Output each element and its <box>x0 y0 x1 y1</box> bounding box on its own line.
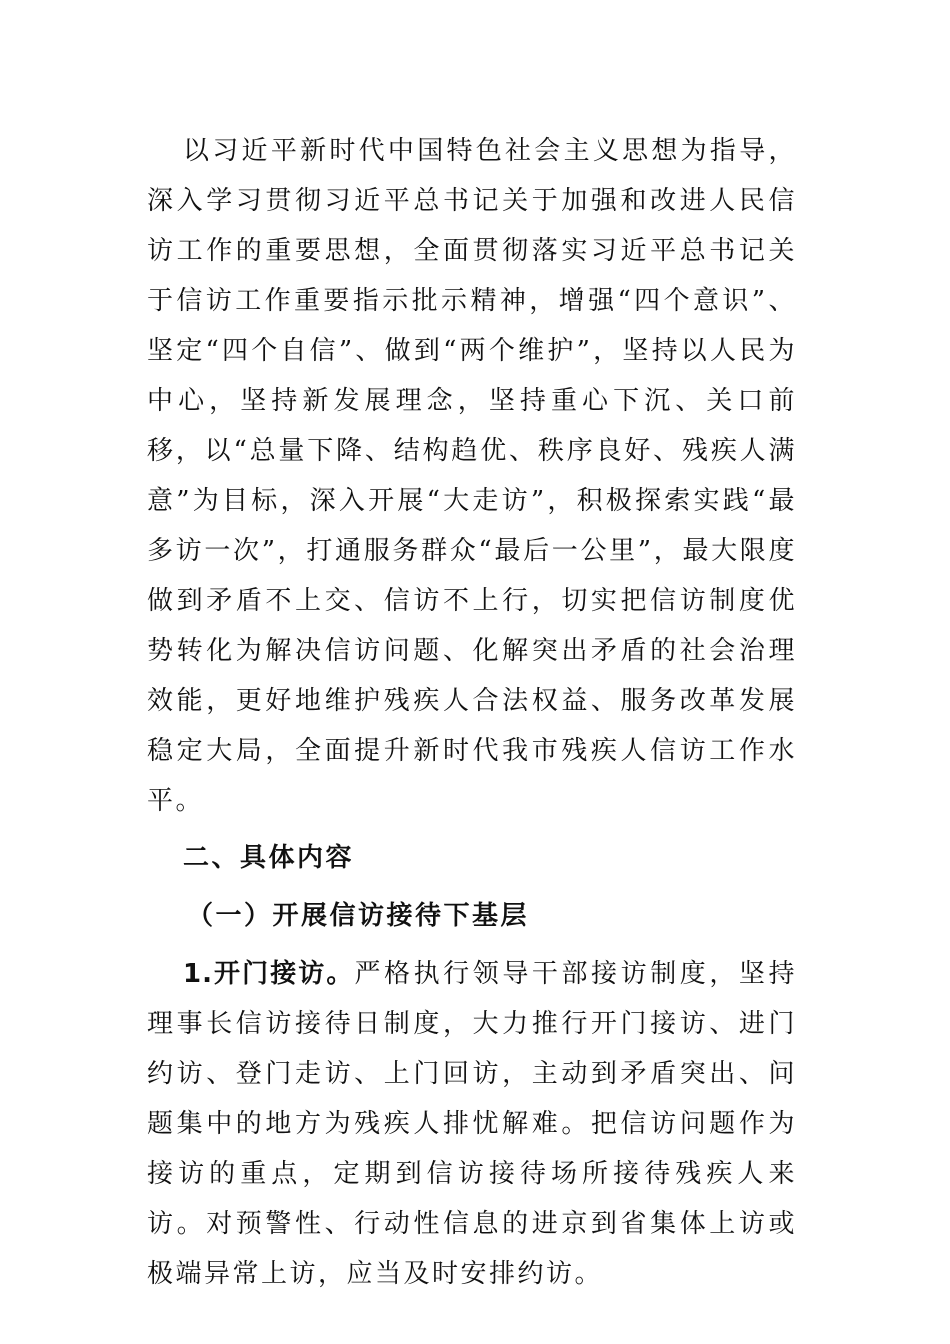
item-paragraph <box>147 949 797 1299</box>
document-page <box>147 126 797 1299</box>
item-lead: 1.开门接访。 <box>183 959 355 989</box>
item-body: 严格执行领导干部接访制度，坚持理事长信访接待日制度，大力推行开门接访、进门约访、登门走访、上门回访，主动到矛盾突出、问题集中的地方为残疾人排忧解难。把信访问题作为接访的重点，定期到信访接待场所接待残疾人来访。对预警性、行动性信息的进京到省集体上访或极端异常上访，应当及时安排约访。 <box>147 959 797 1289</box>
section-heading: 二、具体内容 <box>183 843 355 873</box>
subsection-heading: （一）开展信访接待下基层 <box>187 901 530 931</box>
body-paragraph: 以习近平新时代中国特色社会主义思想为指导，深入学习贯彻习近平总书记关于加强和改进人民信访工作的重要思想，全面贯彻落实习近平总书记关于信访工作重要指示批示精神，增强“四个意识”、坚定“四个自信”、做到“两个维护”，坚持以人民为中心，坚持新发展理念，坚持重心下沉、关口前移，以“总量下降、结构趋优、秩序良好、残疾人满意”为目标，深入开展“大走访”，积极探索实践“最多访一次”，打通服务群众“最后一公里”，最大限度做到矛盾不上交、信访不上行，切实把信访制度优势转化为解决信访问题、化解突出矛盾的社会治理效能，更好地维护残疾人合法权益、服务改革发展稳定大局，全面提升新时代我市残疾人信访工作水平。 <box>147 136 797 816</box>
